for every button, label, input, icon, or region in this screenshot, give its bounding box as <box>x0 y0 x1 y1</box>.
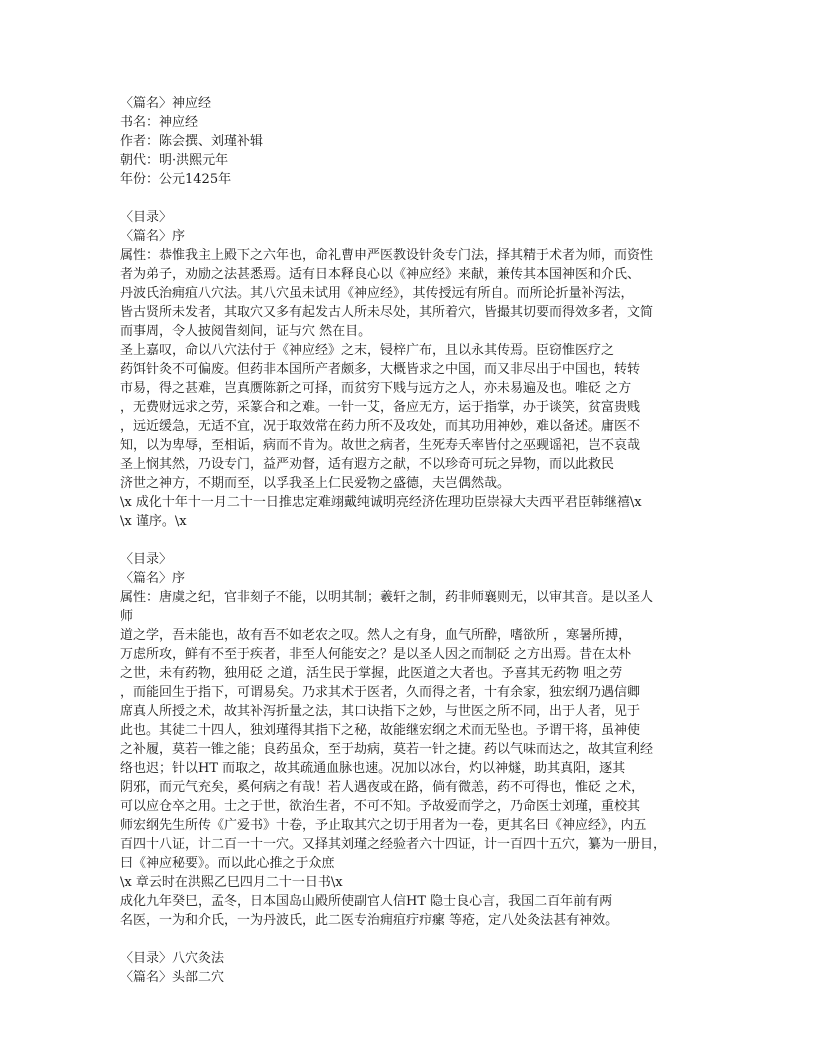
text-line: 之世，未有药物，独用砭 之道，活生民于掌握，此医道之大者也。予喜其无药物 咀之劳 <box>120 666 623 681</box>
text-line: 者为弟子，劝励之法甚悉焉。适有日本释良心以《神应经》来献，兼传其本国神医和介氏、 <box>120 267 641 282</box>
text-line: 〈目录〉 <box>120 552 173 567</box>
text-line: 皆古贤所未发者，其取穴又多有起发古人所未尽处，其所着穴，皆撮其切要而得效多者，文简 <box>120 305 654 320</box>
text-line: 药饵针灸不可偏废。但药非本国所产者颇多，大概皆求之中国，而又非尽出于中国也，转转 <box>120 362 641 377</box>
text-line: 万虑所攻，鲜有不至于疾者，非至人何能安之？是以圣人因之而制砭 之方出焉。昔在太朴 <box>120 647 632 662</box>
text-line: 可以应仓卒之用。士之于世，欲治生者，不可不知。予故爱而学之，乃命医士刘瑾，重校其 <box>120 799 641 814</box>
text-line: 作者：陈会撰、刘瑾补辑 <box>120 134 264 149</box>
text-line: 属性：恭惟我主上殿下之六年也，命礼曹申严医教设针灸专门法，择其精于术者为师，而资性 <box>120 248 654 263</box>
text-line: 属性：唐虞之纪，官非刻子不能，以明其制；羲轩之制，药非师襄则无，以审其音。是以圣人 <box>120 590 654 605</box>
text-line: 圣上悯其然，乃设专门，益严劝督，适有遐方之献，不以珍奇可玩之异物，而以此救民 <box>120 457 615 472</box>
document-page <box>120 94 700 987</box>
text-line: 〈篇名〉头部二穴 <box>120 970 225 985</box>
text-line: 络也迟；针以HT 而取之，故其疏通血脉也速。况加以冰台，灼以神燧，助其真阳，逐其 <box>120 761 626 776</box>
text-line: 席真人所授之术，故其补泻折量之法，其口诀指下之妙，与世医之所不同，出于人者，见于 <box>120 704 641 719</box>
text-line: 〈篇名〉序 <box>120 229 186 244</box>
blank-line <box>120 189 700 208</box>
text-line: 此也。其徒二十四人，独刘瑾得其指下之秘，故能继宏纲之术而无坠也。予谓干将，虽神使 <box>120 723 641 738</box>
text-line: 济世之神方，不期而至，以孚我圣上仁民爱物之盛德，夫岂偶然哉。 <box>120 476 511 491</box>
text-line: 〈目录〉 <box>120 210 173 225</box>
text-line: \x 成化十年十一月二十一日推忠定难翊戴纯诚明亮经济佐理功臣崇禄大夫西平君臣韩继禧\x <box>120 495 642 510</box>
text-line: ，远近缓急，无适不宜，况于取效常在药力所不及攻处，而其功用神妙，难以备述。庸医不 <box>120 419 641 434</box>
text-line: 名医，一为和介氏，一为丹波氏，此二医专治痈疽疔疖瘰 等疮，定八处灸法甚有神效。 <box>120 913 619 928</box>
text-line: 朝代：明·洪熙元年 <box>120 153 229 168</box>
text-line: 〈目录〉八穴灸法 <box>120 951 225 966</box>
text-line: 师 <box>120 609 134 624</box>
text-line: 市易，得之甚难，岂真赝陈新之可择，而贫穷下贱与远方之人，亦未易遍及也。唯砭 之方 <box>120 381 632 396</box>
blank-line <box>120 930 700 949</box>
text-line: 阴邪，而元气充矣，奚何病之有哉！若人遇夜或在路，倘有微恙，药不可得也，惟砭 之术， <box>120 780 645 795</box>
text-line: 圣上嘉叹，命以八穴法付于《神应经》之末，锓梓广布，且以永其传焉。臣窃惟医疗之 <box>120 343 615 358</box>
text-line: 丹波氏治痈疽八穴法。其八穴虽未试用《神应经》，其传授远有所自。而所论折量补泻法， <box>120 286 634 301</box>
blank-line <box>120 531 700 550</box>
text-line: 成化九年癸巳，孟冬，日本国岛山殿所使副官人信HT 隐士良心言，我国二百年前有两 <box>120 894 613 909</box>
text-line: 之补履，莫若一锥之能；良药虽众，至于劫病，莫若一针之捷。药以气味而达之，故其宣利经 <box>120 742 654 757</box>
text-line: 〈篇名〉序 <box>120 571 186 586</box>
text-line: 道之学，吾未能也，故有吾不如老农之叹。然人之有身，血气所酔，嗜欲所 ，寒暑所搏， <box>120 628 632 643</box>
text-line: 书名：神应经 <box>120 115 199 130</box>
text-line: 年份：公元1425年 <box>120 172 232 187</box>
text-line: ，无费财远求之劳，采篆合和之难。一针一艾，备应无方，运于指掌，办于谈笑，贫富贵贱 <box>120 400 641 415</box>
text-line: 而事周，令人披阅眚刻间，证与穴 然在目。 <box>120 324 372 339</box>
text-line: 〈篇名〉神应经 <box>120 96 212 111</box>
text-line: ，而能回生于指下，可谓易矣。乃求其术于医者，久而得之者，十有余家，独宏纲乃遇信卿 <box>120 685 641 700</box>
text-line: 师宏纲先生所传《广爱书》十卷，予止取其穴之切于用者为一卷，更其名曰《神应经》，内五 <box>120 818 647 833</box>
text-line: 知，以为卑辱，至相诟，病而不肯为。故世之病者，生死寿夭率皆付之巫觋谣祀，岂不哀哉 <box>120 438 641 453</box>
text-line: \x 章云时在洪熙乙巳四月二十一日书\x <box>120 875 343 890</box>
text-line: 曰《神应秘要》。而以此心推之于众庶 <box>120 856 335 871</box>
text-line: 百四十八证，计二百一十一穴。又择其刘瑾之经验者六十四证，计一百四十五穴，纂为一册目， <box>120 837 667 852</box>
text-line: \x 谨序。\x <box>120 514 187 529</box>
